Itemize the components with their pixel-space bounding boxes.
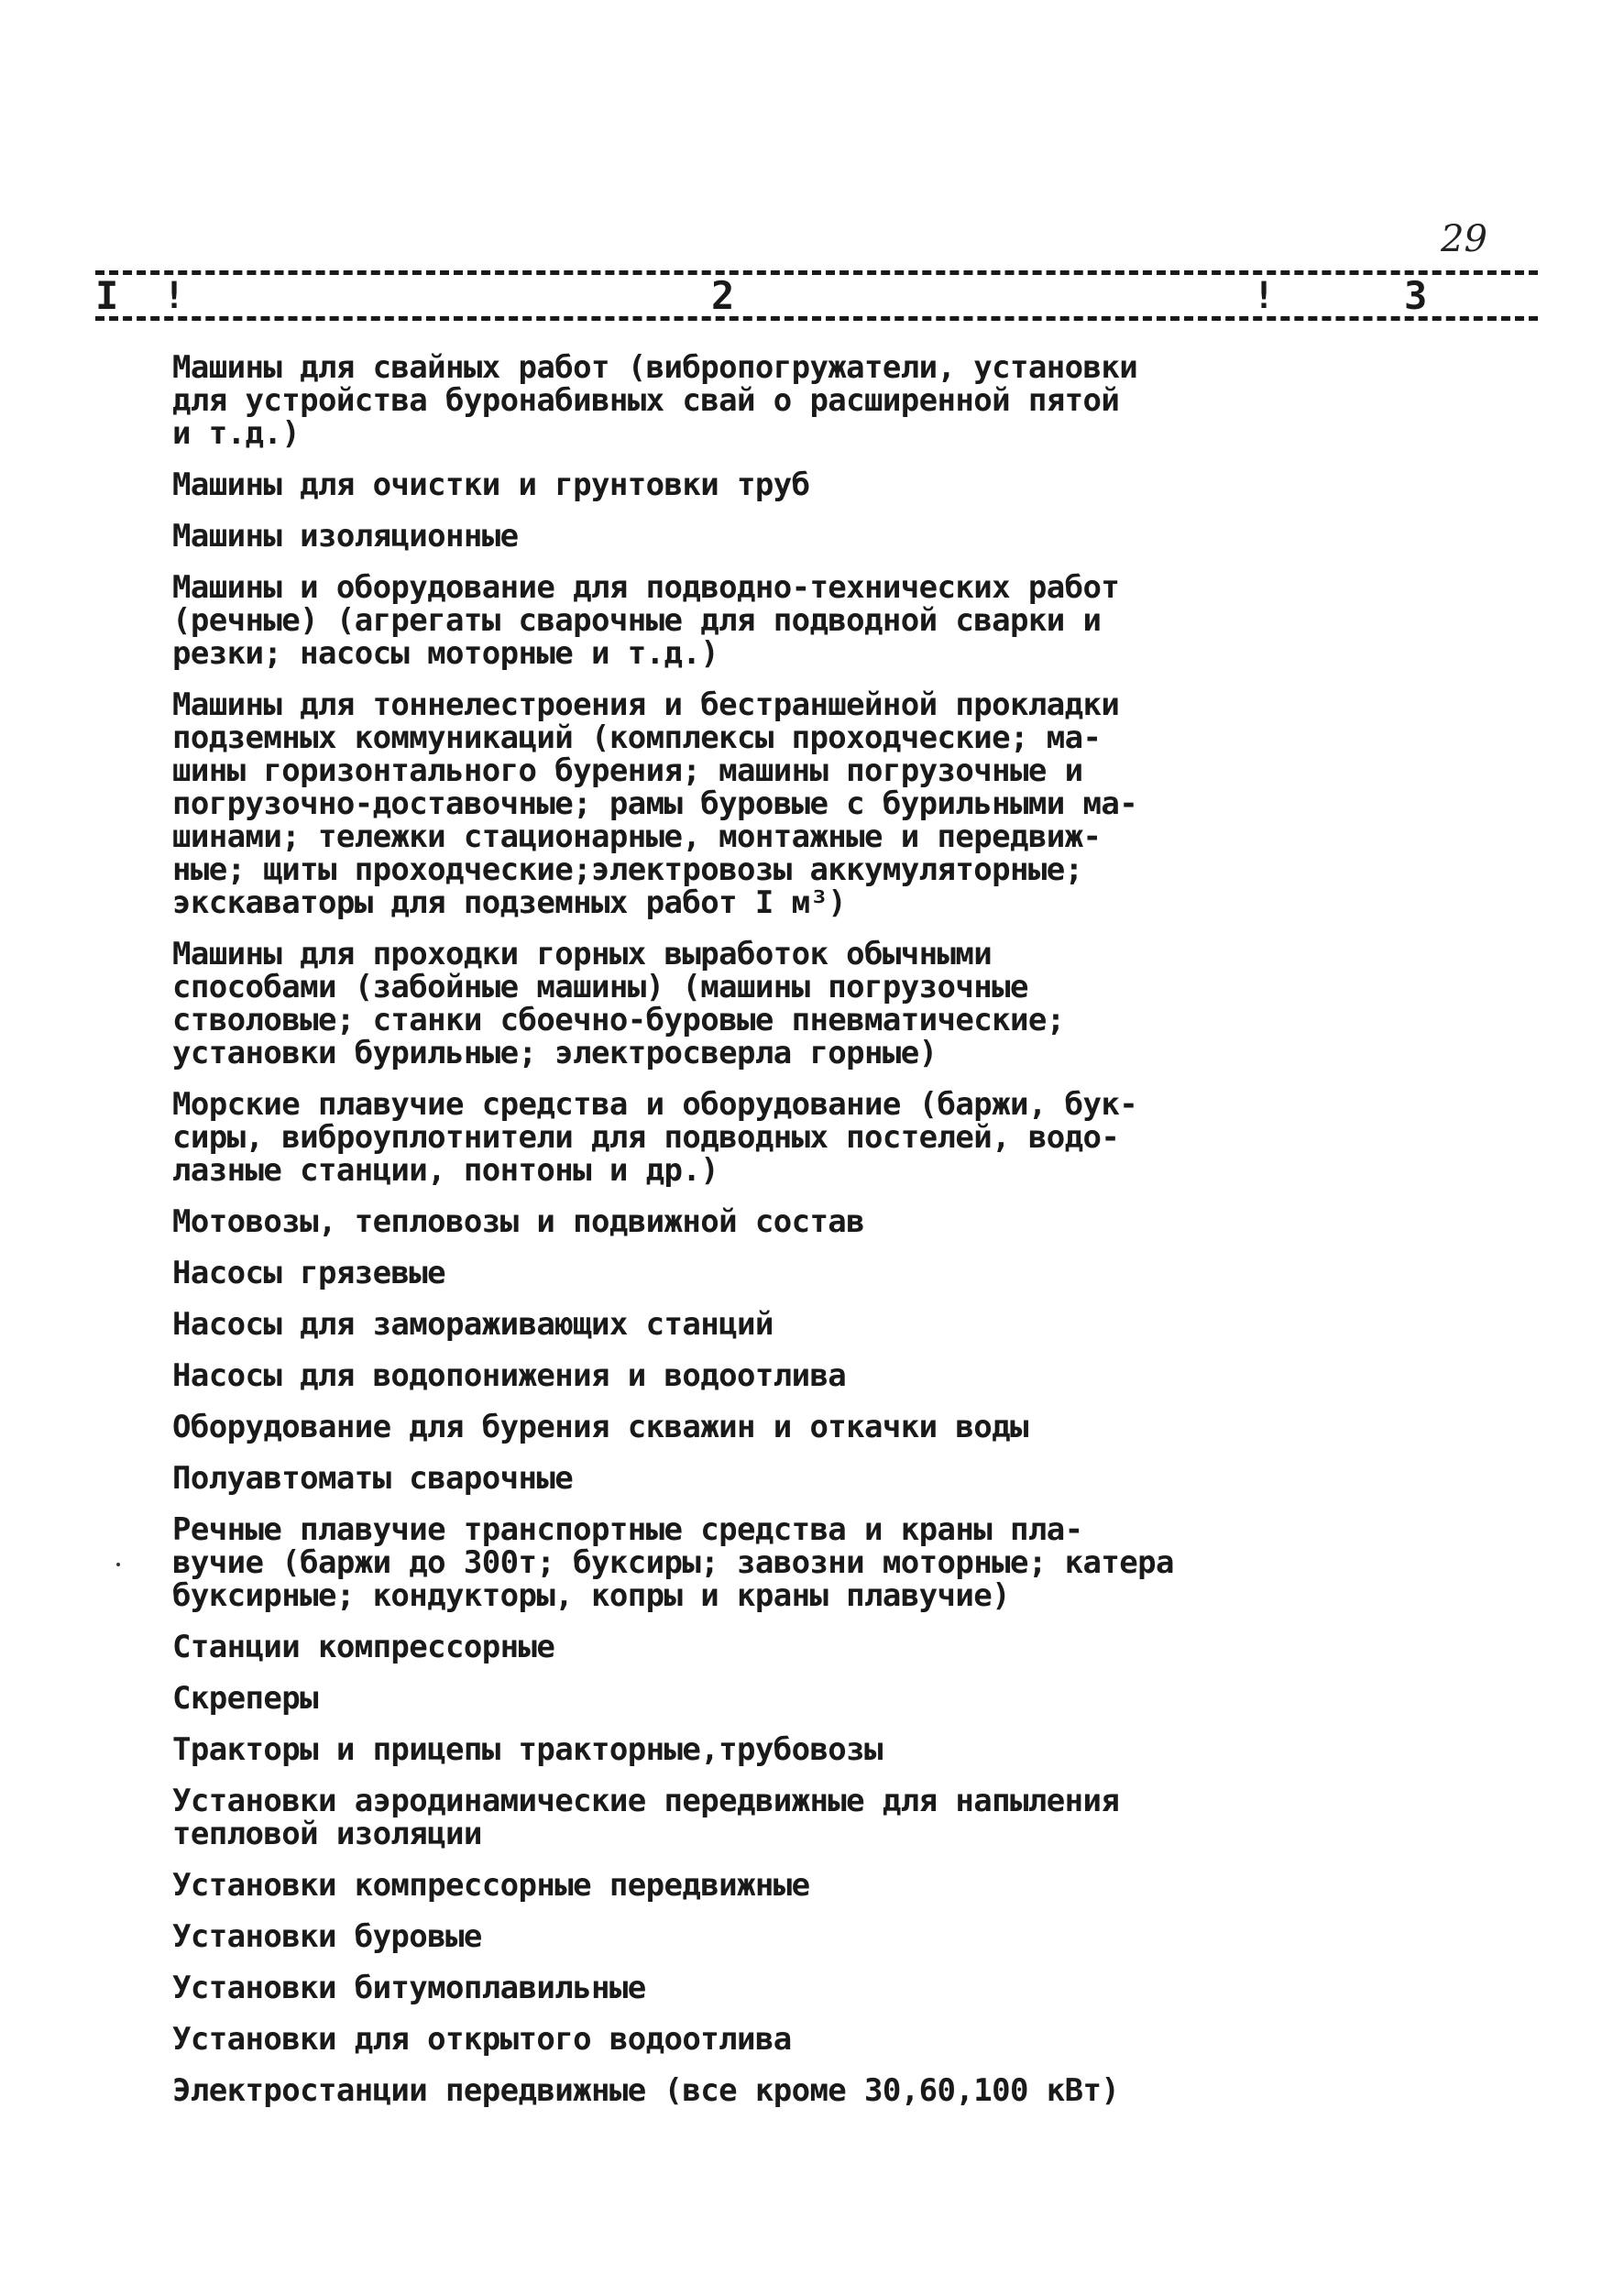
list-item: Речные плавучие транспортные средства и краны пла- вучие (баржи до 300т; буксиры; завозни моторные; катера буксирные; кондукторы, копры и краны плавучие) <box>172 1511 1174 1614</box>
list-item: Машины и оборудование для подводно-технических работ (речные) (агрегаты сварочные для подводной сварки и резки; насосы моторные и т.д.) <box>172 569 1120 672</box>
header-rule-bottom <box>95 316 1538 321</box>
list-item: Установки буровые <box>172 1918 482 1955</box>
page-number: 29 <box>1441 218 1487 260</box>
list-item: Установки битумоплавильные <box>172 1970 646 2006</box>
list-item: Машины для очистки и грунтовки труб <box>172 467 810 503</box>
list-item: Тракторы и прицепы тракторные,трубовозы <box>172 1731 883 1768</box>
list-item: Машины для тоннелестроения и бестраншейной прокладки подземных коммуникаций (комплексы проходческие; ма- шины горизонтального бурения; машины погрузочные и погрузочно-доставочные; рамы буровые с бурильными ма- шинами; тележки стационарные, монтажные и передвиж- ные; щиты проходческие;электровозы аккумуляторные; экскаваторы для подземных работ I м³) <box>172 686 1138 921</box>
list-item: Установки для открытого водоотлива <box>172 2021 792 2058</box>
list-item: Машины изоляционные <box>172 518 519 555</box>
equipment-list <box>172 351 1364 2125</box>
list-item: Оборудование для бурения скважин и откачки воды <box>172 1409 1028 1445</box>
list-item: Насосы для замораживающих станций <box>172 1306 774 1343</box>
list-item: Мотовозы, тепловозы и подвижной состав <box>172 1203 865 1240</box>
list-item: Электростанции передвижные (все кроме 30,60,100 кВт) <box>172 2072 1120 2109</box>
list-item: Насосы грязевые <box>172 1255 446 1291</box>
list-item: Установки аэродинамические передвижные для напыления тепловой изоляции <box>172 1783 1120 1852</box>
list-item: Станции компрессорные <box>172 1629 555 1665</box>
margin-mark <box>116 1563 120 1566</box>
list-item: Морские плавучие средства и оборудование (баржи, бук- сиры, виброуплотнители для подводных постелей, водо- лазные станции, понтоны и др.) <box>172 1086 1138 1189</box>
list-item: Установки компрессорные передвижные <box>172 1867 810 1904</box>
header-rule-top <box>95 270 1538 275</box>
column-separator: ! <box>163 275 186 317</box>
column-number-3: 3 <box>1404 273 1428 318</box>
list-item: Машины для свайных работ (вибропогружатели, установки для устройства буронабивных свай о расширенной пятой и т.д.) <box>172 349 1138 452</box>
column-number-1: I <box>95 273 119 318</box>
list-item: Скреперы <box>172 1680 318 1717</box>
list-item: Машины для проходки горных выработок обычными способами (забойные машины) (машины погрузочные стволовые; станки сбоечно-буровые пневматические; установки бурильные; электросверла горные) <box>172 936 1065 1071</box>
column-number-2: 2 <box>711 273 735 318</box>
list-item: Полуавтоматы сварочные <box>172 1460 574 1497</box>
list-item: Насосы для водопонижения и водоотлива <box>172 1357 847 1394</box>
column-separator: ! <box>1253 275 1276 317</box>
